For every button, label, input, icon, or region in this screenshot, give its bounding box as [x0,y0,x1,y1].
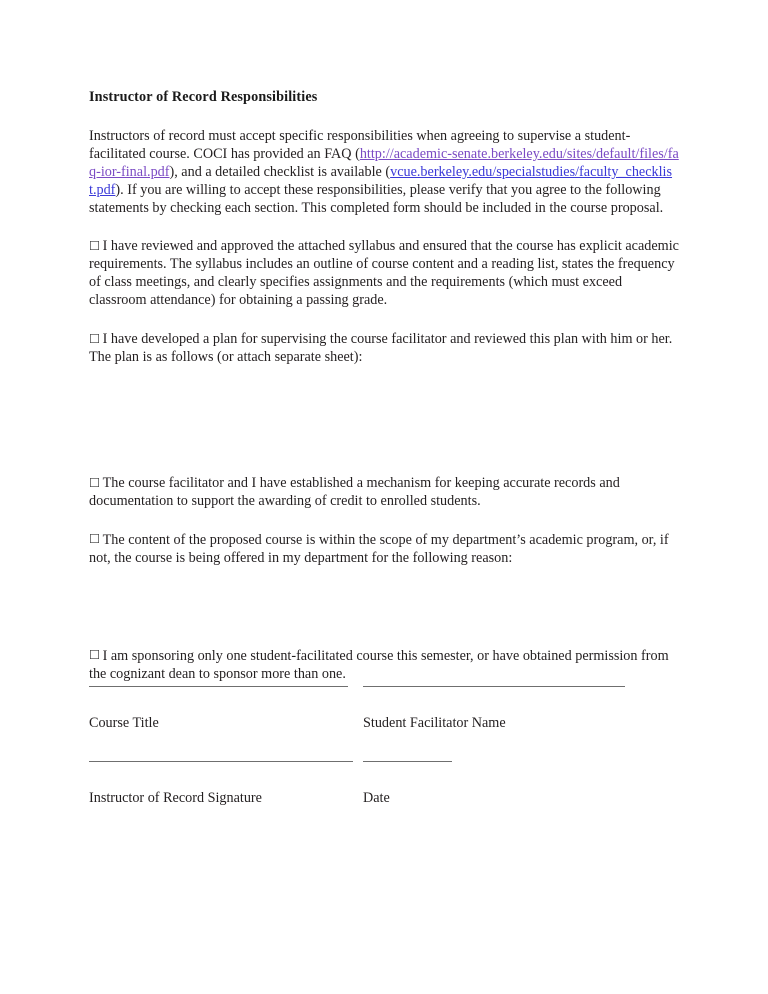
checkbox-icon[interactable]: ☐ [89,330,101,346]
instructor-signature-rule [89,761,353,762]
date-label: Date [363,790,390,806]
checklist-item-text: I have developed a plan for supervising the course facilitator and reviewed this plan with him or her. The plan is as follows (or attach separate sheet): [89,330,673,365]
signature-rules [89,761,689,781]
instructor-signature-label: Instructor of Record Signature [89,790,262,806]
intro-text-part3: ). If you are willing to accept these responsibilities, please verify that you agree to the following statements by checking each section. This completed form should be included in the course proposal. [89,181,664,216]
signature-labels [89,790,689,812]
intro-text-part1: Instructors of record must accept specific responsibilities when agreeing to supervise a student-facilitated course. COCI has provided an FAQ ( [89,127,631,162]
signature-row-course [89,686,689,737]
checklist-item-record-keeping[interactable] [89,474,679,510]
course-title-rule [89,686,348,687]
checklist-item-text: I have reviewed and approved the attached syllabus and ensured that the course has explicit academic requirements. The syllabus includes an outline of course content and a reading list, states the frequency of class meetings, and clearly specifies assignments and the requirements (which must exceed classroom attendance) for obtaining a passing grade. [89,238,679,309]
checklist-item-supervision-plan[interactable] [89,330,679,366]
faq-link[interactable]: http://academic-senate.berkeley.edu/sites/default/files/faq-ior-final.pdf [89,145,679,180]
checklist-item-text: The content of the proposed course is within the scope of my department’s academic program, or, if not, the course is being offered in my department for the following reason: [89,531,669,566]
checkbox-icon[interactable]: ☐ [89,647,101,663]
checklist-item-text: The course facilitator and I have established a mechanism for keeping accurate records and documentation to support the awarding of credit to enrolled students. [89,475,620,510]
date-rule [363,761,452,762]
checklist-item-text: I am sponsoring only one student-facilitated course this semester, or have obtained permission from the cognizant dean to sponsor more than one. [89,647,669,682]
intro-text-part2: ), and a detailed checklist is available ( [169,163,391,180]
faculty-checklist-link[interactable]: vcue.berkeley.edu/specialstudies/faculty_checklist.pdf [89,163,673,198]
checklist-item-single-course-sponsorship[interactable] [89,647,679,683]
checklist-item-syllabus-approval[interactable] [89,237,679,309]
checklist-item-department-scope[interactable] [89,531,679,567]
course-title-label: Course Title [89,715,159,731]
signature-rules [89,686,689,706]
intro-paragraph [89,127,679,217]
checkbox-icon[interactable]: ☐ [89,238,101,254]
document-body [89,88,679,683]
checkbox-icon[interactable]: ☐ [89,474,101,490]
student-facilitator-name-label: Student Facilitator Name [363,715,506,731]
student-facilitator-name-rule [363,686,625,687]
signature-labels [89,715,689,737]
checkbox-icon[interactable]: ☐ [89,531,101,547]
signature-row-instructor [89,761,689,812]
page-title: Instructor of Record Responsibilities [89,89,318,105]
